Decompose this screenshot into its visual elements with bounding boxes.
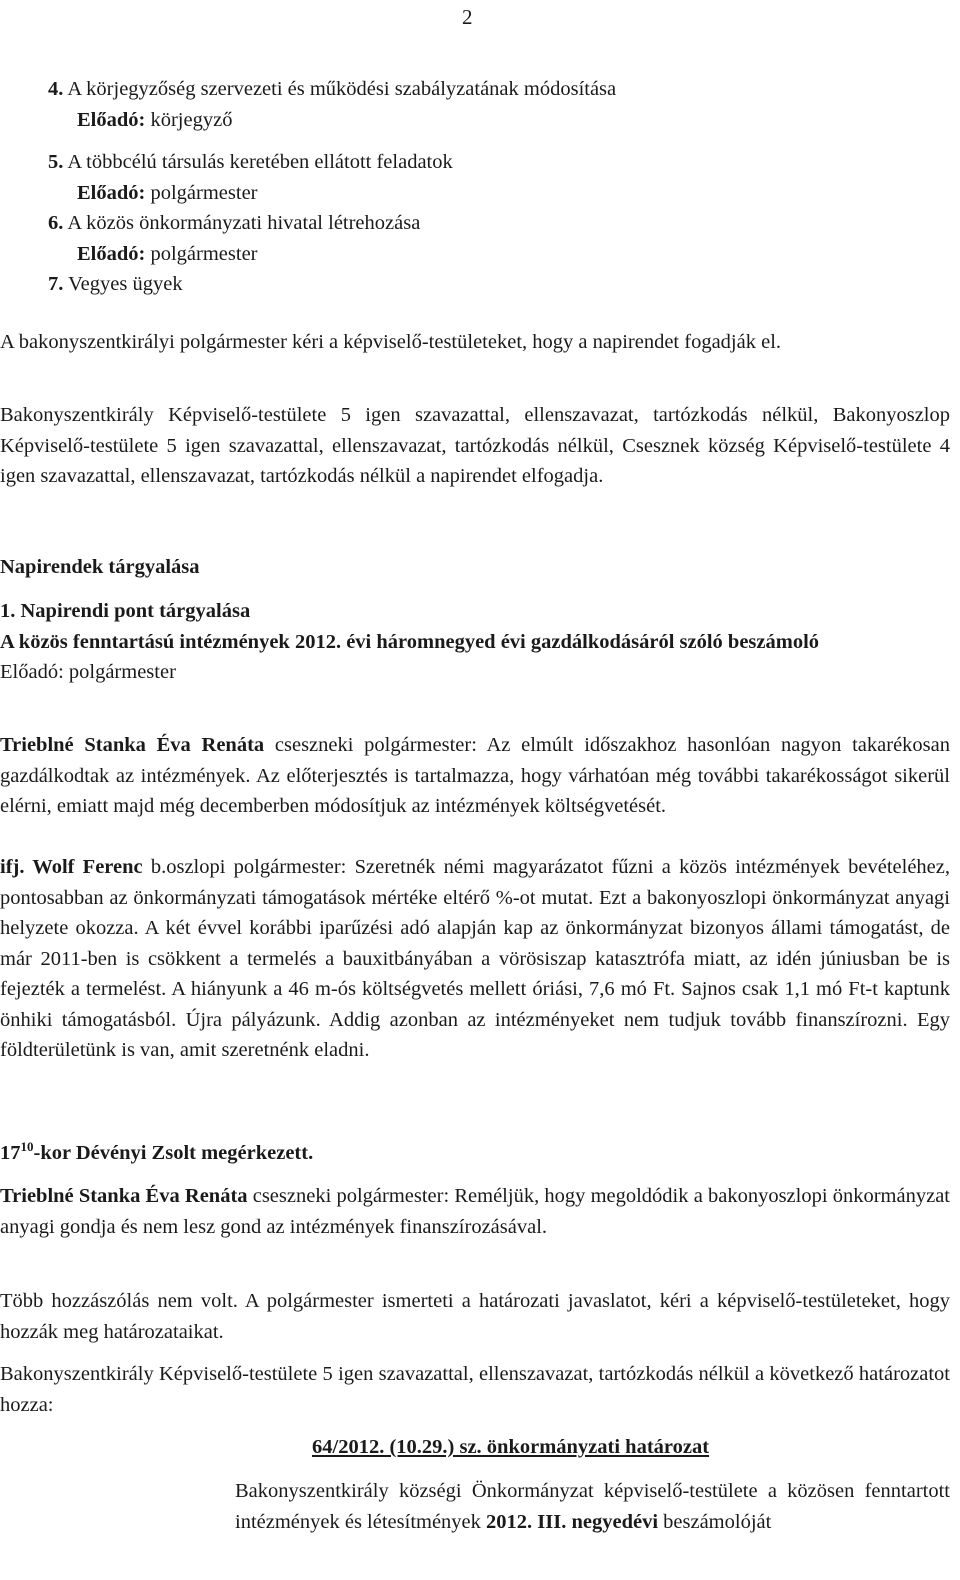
agenda-item-4-presenter: Előadó: körjegyző <box>77 108 233 131</box>
speech-2 <box>0 852 950 1066</box>
page-number: 2 <box>462 5 473 29</box>
speaker-name: Trieblné Stanka Éva Renáta <box>0 734 265 756</box>
speech-text: cseszneki polgármester: Az elmúlt időszakhoz hasonlóan nagyon takarékosan gazdálkodtak az intézmények. Az előterjesztés is tartalmazza, hogy várhatóan még további takarékosságot sikerül elérni, emiatt majd még decemberben módosítjuk az intézmények költségvetését. <box>0 734 950 817</box>
speaker-name: Trieblné Stanka Éva Renáta <box>0 1185 248 1207</box>
item1-presenter: Előadó: polgármester <box>0 661 176 683</box>
agenda-heading: Napirendek tárgyalása <box>0 556 200 578</box>
agenda-item-5: 5. A többcélú társulás keretében ellátott feladatok <box>48 151 453 173</box>
decision-vote-paragraph: Bakonyszentkirály Képviselő-testülete 5 igen szavazattal, ellenszavazat, tartózkodás nélkül a következő határozatot hozza: <box>0 1363 950 1416</box>
speech-text: b.oszlopi polgármester: Szeretnék némi magyarázatot fűzni a közös intézmények bevételéhez, pontosabban az önkormányzati támogatások mértéke eltérő %-ot mutat. Ezt a bakonyoszlopi önkormányzat anyagi helyzete okozza. A két évvel korábbi iparűzési adó alapján kap az önkormányzat bizonyos állami támogatást, de már 2011-ben is csökkent a termelés a bauxitbányában a vörösiszap katasztrófa miatt, az idén júniusban be is fejezték a termelést. A hiányunk a 46 m-ós költségvetés mellett óriási, 7,6 mó Ft. Sajnos csak 1,1 mó Ft-t kaptunk önhiki támogatásból. Újra pályázunk. Addig azonban az intézményeket nem tudjuk tovább finanszírozni. Egy földterületünk is van, amit szeretnénk eladni. <box>0 856 950 1061</box>
speech-text: cseszneki polgármester: Reméljük, hogy megoldódik a bakonyoszlopi önkormányzat anyagi gondja és nem lesz gond az intézmények finanszírozásával. <box>0 1185 950 1238</box>
agenda-item-6-presenter: Előadó: polgármester <box>77 242 258 265</box>
more-paragraph: Több hozzászólás nem volt. A polgármester ismerteti a határozati javaslatot, kéri a képviselő-testületeket, hogy hozzák meg határozataikat. <box>0 1290 950 1343</box>
decision-title: 64/2012. (10.29.) sz. önkormányzati határozat <box>312 1436 710 1458</box>
vote-paragraph: Bakonyszentkirály Képviselő-testülete 5 igen szavazattal, ellenszavazat, tartózkodás nélkül, Bakonyoszlop Képviselő-testülete 5 igen szavazattal, ellenszavazat, tartózkodás nélkül, Csesznek község Képviselő-testülete 4 igen szavazattal, ellenszavazat, tartózkodás nélkül a napirendet elfogadja. <box>0 404 950 487</box>
arrival-note: $17^{10}$-kor Dévényi Zsolt megérkezett. <box>0 1139 314 1164</box>
agenda-item-6: 6. A közös önkormányzati hivatal létrehozása <box>48 212 421 234</box>
request-paragraph: A bakonyszentkirályi polgármester kéri a képviselő-testületeket, hogy a napirendet fogadják el. <box>0 331 782 353</box>
agenda-item-5-presenter: Előadó: polgármester <box>77 181 258 204</box>
speech-3 <box>0 1181 950 1242</box>
item1-heading: 1. Napirendi pont tárgyalása <box>0 600 251 622</box>
decision-text: Bakonyszentkirály községi Önkormányzat képviselő-testülete a közösen fenntartott intézmények és létesítmények 2012. III. negyedévi beszámolóját <box>235 1480 950 1533</box>
item1-block <box>0 596 950 688</box>
speech-1 <box>0 730 950 822</box>
agenda-list <box>48 74 948 300</box>
agenda-item-7: 7. Vegyes ügyek <box>48 273 183 295</box>
item1-subject: A közös fenntartású intézmények 2012. évi háromnegyed évi gazdálkodásáról szóló beszámoló <box>0 630 820 653</box>
agenda-item-4: 4. A körjegyzőség szervezeti és működési szabályzatának módosítása <box>48 78 617 100</box>
speaker-name: ifj. Wolf Ferenc <box>0 856 143 878</box>
